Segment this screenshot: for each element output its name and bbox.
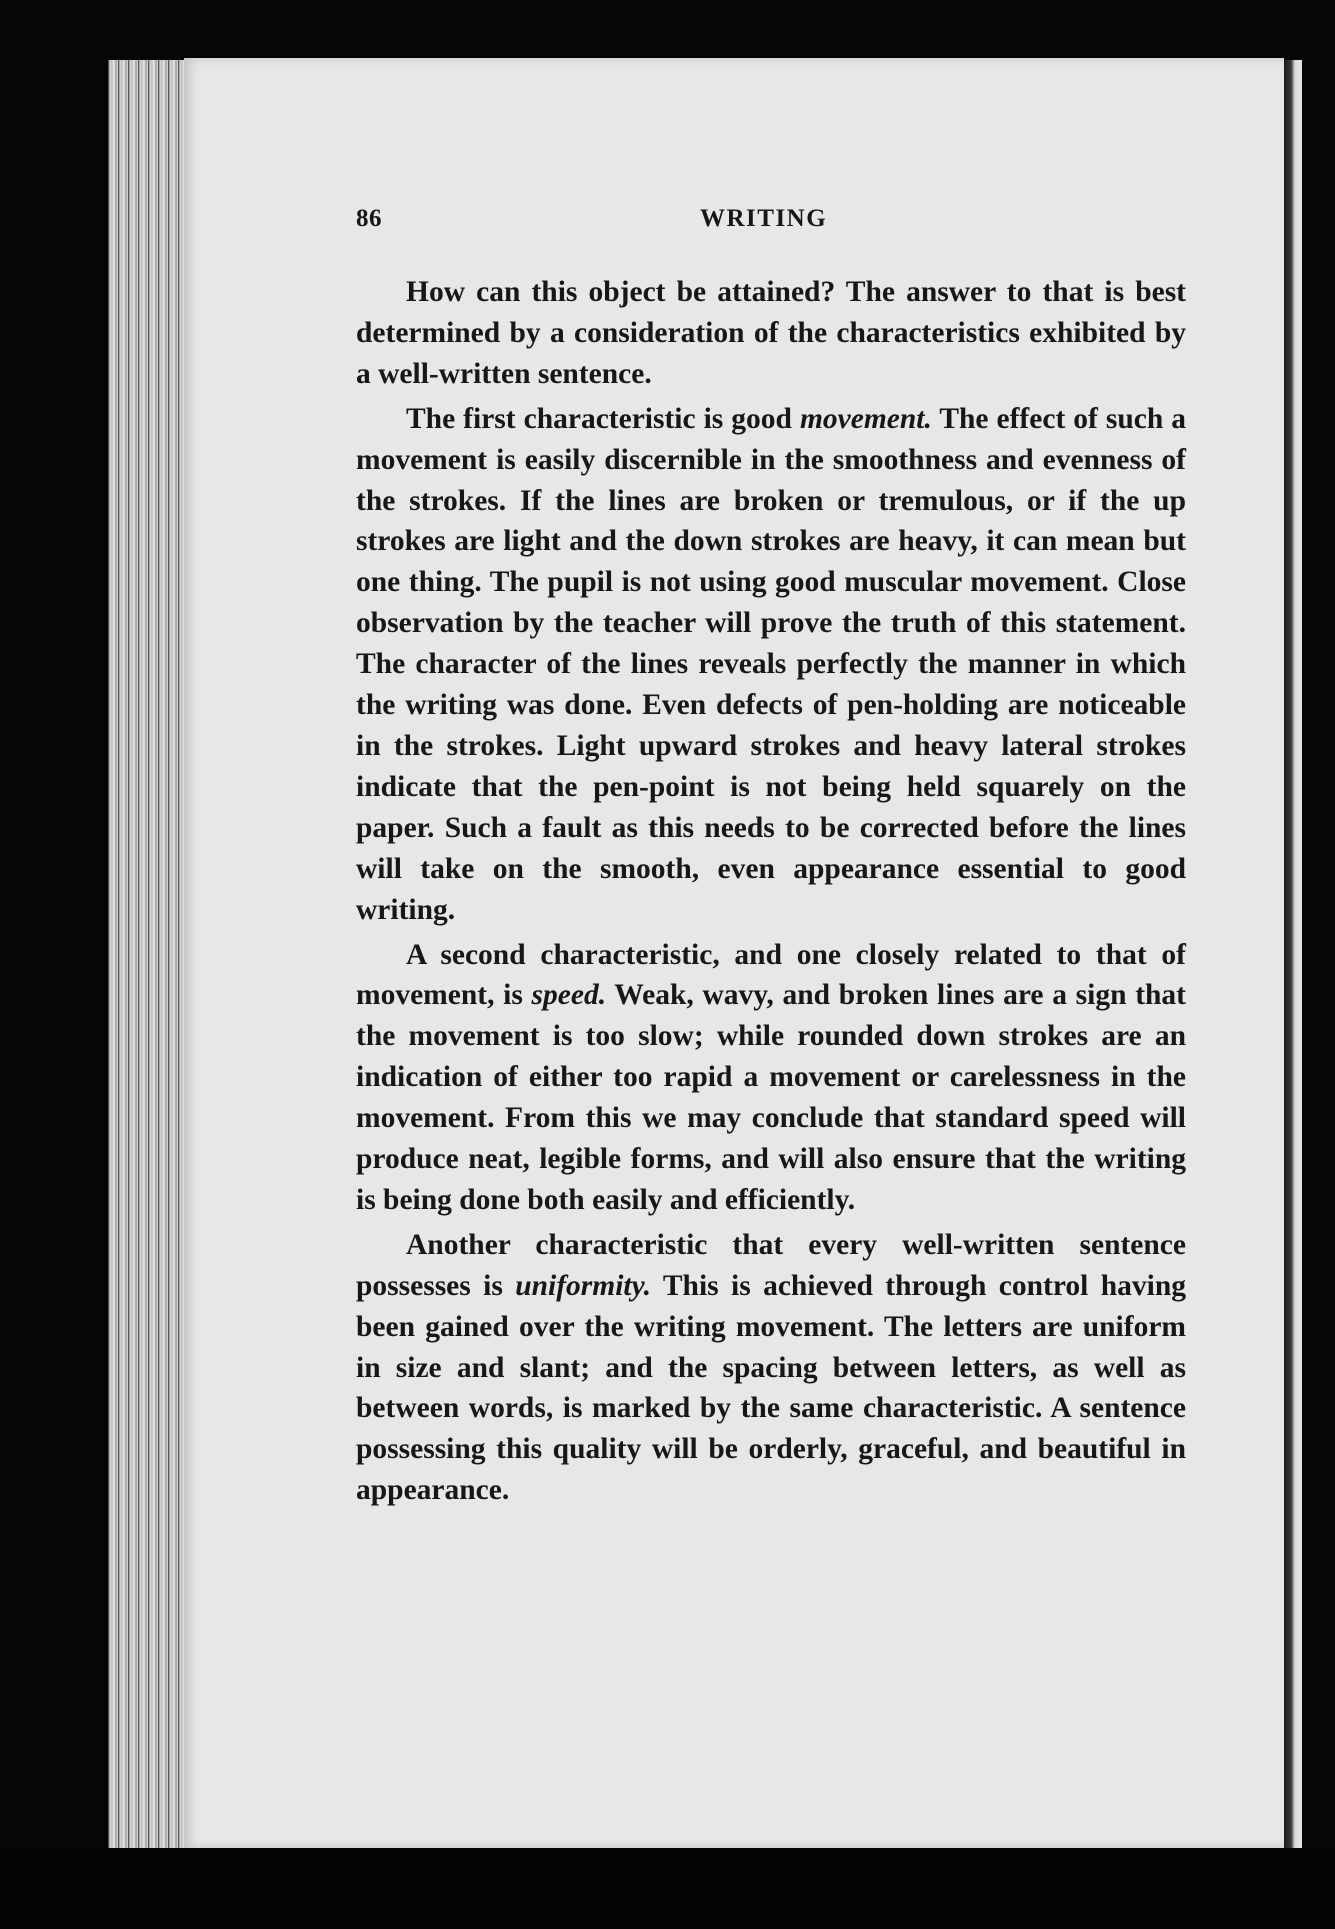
paragraph-text: A second characteristic, and one closely related to that of movement, is	[356, 938, 1186, 1012]
emphasis-term: movement.	[799, 402, 932, 435]
paragraph-2	[356, 399, 1186, 931]
paragraph-text: Weak, wavy, and broken lines are a sign that the movement is too slow; while rounded down strokes are an indication of either too rapid a movement or carelessness in the movement. From this we may conclude that standard speed will produce neat, legible forms, and will also ensure that the writing is being done both easily and efficiently.	[356, 979, 1186, 1216]
paragraph-text: The first characteristic is good	[406, 402, 800, 435]
scan-border-bottom	[0, 1848, 1335, 1929]
page-header	[356, 205, 846, 239]
paragraph-text: This is achieved through control having been gained over the writing movement. The letters are uniform in size and slant; and the spacing between letters, as well as between words, is marked by the same characteristic. A sentence possessing this quality will be orderly, graceful, and beautiful in appearance.	[356, 1269, 1187, 1507]
facing-page-edge	[1284, 60, 1302, 1850]
body-text	[356, 272, 1186, 1515]
emphasis-term: speed.	[531, 979, 607, 1012]
paragraph-3	[356, 935, 1186, 1221]
page-stack-edge	[108, 60, 188, 1850]
paragraph-text: How can this object be attained? The answer to that is best determined by a consideration of the characteristics exhibited by a well-written sentence.	[356, 276, 1186, 390]
paragraph-4	[356, 1225, 1186, 1511]
paragraph-text: Another characteristic that every well-written sentence possesses is	[356, 1228, 1186, 1302]
emphasis-term: uniformity.	[515, 1269, 651, 1302]
paragraph-text: The effect of such a movement is easily discernible in the smoothness and evenness of the strokes. If the lines are broken or tremulous, or if the up strokes are light and the down strokes are heavy, it can mean but one thing. The pupil is not using good muscular movement. Close observation by the teacher will prove the truth of this statement. The character of the lines reveals perfectly the manner in which the writing was done. Even defects of pen-holding are noticeable in the strokes. Light upward strokes and heavy lateral strokes indicate that the pen-point is not being held squarely on the paper. Such a fault as this needs to be corrected before the lines will take on the smooth, even appearance essential to good writing.	[356, 402, 1186, 926]
paragraph-1	[356, 272, 1186, 395]
page-number: 86	[356, 205, 382, 232]
running-head: WRITING	[700, 205, 828, 232]
